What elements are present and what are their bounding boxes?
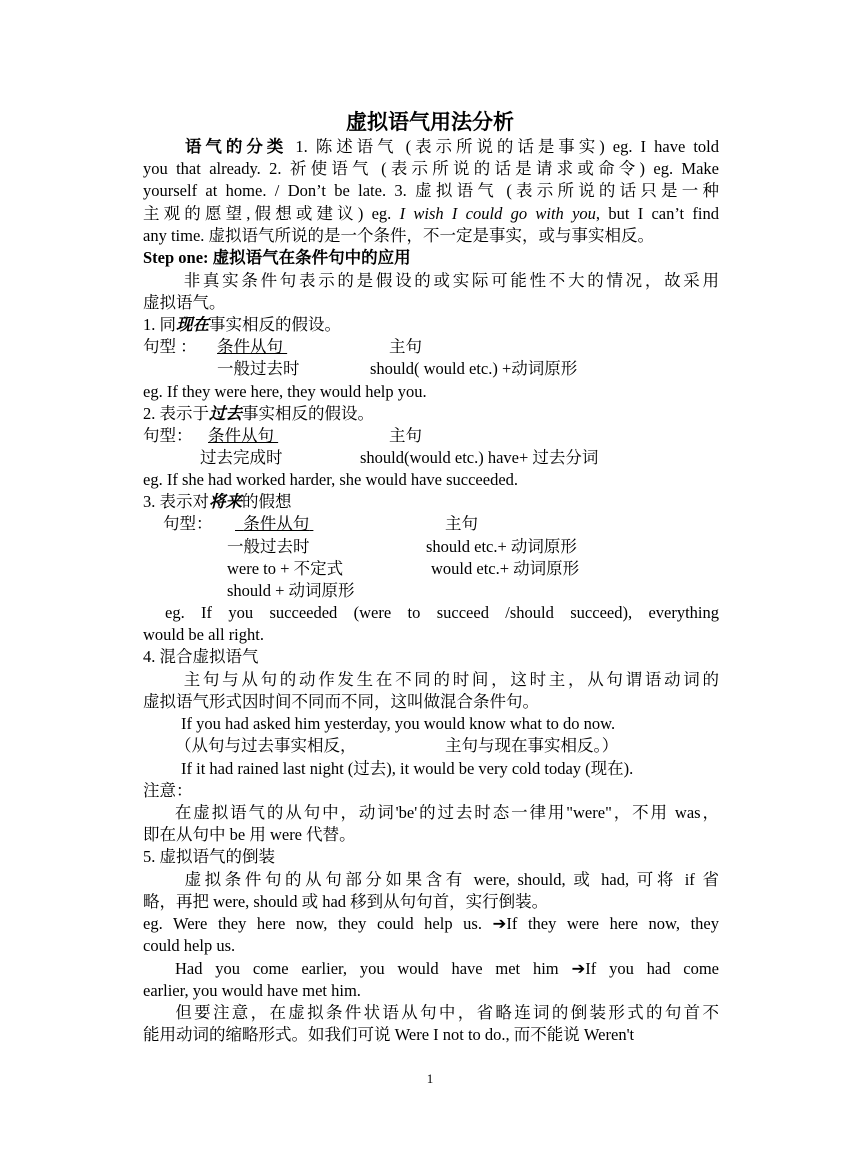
section-5-example-2: Had you come earlier, you would have met him ➔If you had come	[175, 959, 719, 978]
section-2-pattern-row: 句型： 条件从句 主句	[143, 425, 719, 447]
arrow-right-icon: ➔	[492, 914, 507, 933]
note-line-2: 即在从句中 be 用 were 代替。	[143, 825, 356, 844]
intro-line-3: yourself at home. / Don’t be late. 3. 虚拟语气 (表示所说的话只是一种	[143, 181, 719, 200]
section-4-example-1: If you had asked him yesterday, you would know what to do now.	[181, 714, 616, 733]
section-3-heading: 3. 表示对将来的假想	[143, 492, 292, 511]
section-5-heading: 5. 虚拟语气的倒装	[143, 847, 275, 866]
section-4-example-3: If it had rained last night (过去), it would be very cold today (现在).	[181, 759, 634, 778]
section-3-form-row-2: were to + 不定式 would etc.+ 动词原形	[227, 559, 580, 578]
arrow-right-icon: ➔	[571, 959, 586, 978]
section-4-para-2: 虚拟语气形式因时间不同而不同，这叫做混合条件句。	[143, 692, 539, 711]
section-5-example-1-cont: could help us.	[143, 936, 236, 955]
intro-example-italic: I wish I could go with you	[399, 204, 596, 223]
section-5-para-3: 但要注意，在虚拟条件状语从句中，省略连词的倒装形式的句首不	[173, 1003, 719, 1022]
section-3-example-2: would be all right.	[143, 625, 264, 644]
section-5-para-1: 虚拟条件句的从句部分如果含有 were, should, 或 had, 可将 if 省	[181, 870, 719, 889]
intro-line-5: any time. 虚拟语气所说的是一个条件，不一定是事实，或与事实相反。	[143, 226, 655, 245]
section-1-pattern-row: 句型 ： 条件从句 主句	[143, 336, 719, 358]
intro-heading: 语气的分类	[181, 137, 288, 156]
section-5-para-2: 略，再把 were, should 或 had 移到从句句首，实行倒装。	[143, 892, 549, 911]
intro-line-2: you that already. 2. 祈使语气 (表示所说的话是请求或命令) eg. Make	[143, 159, 719, 178]
note-label: 注意：	[143, 781, 193, 800]
step-one-para-1: 非真实条件句表示的是假设的或实际可能性不大的情况，故采用	[181, 271, 719, 290]
pattern-header-underlined: 条件从句 主句	[243, 514, 478, 533]
intro-line-1: 语气的分类 1. 陈述语气 (表示所说的话是事实) eg. I have told	[181, 137, 719, 156]
page-title: 虚拟语气用法分析	[346, 110, 514, 134]
section-4-para-1: 主句与从句的动作发生在不同的时间，这时主，从句谓语动词的	[181, 670, 719, 689]
section-3-form-row-1: 一般过去时 should etc.+ 动词原形	[227, 537, 577, 556]
section-2-example: eg. If she had worked harder, she would have succeeded.	[143, 470, 519, 489]
section-1-example: eg. If they were here, they would help you.	[143, 382, 427, 401]
section-2-heading: 2. 表示于过去事实相反的假设。	[143, 404, 374, 423]
section-3-example-1: eg. If you succeeded (were to succeed /should succeed), everything	[165, 603, 719, 622]
pattern-header-underlined: 条件从句 主句	[217, 337, 422, 356]
section-4-example-2: （从句与过去事实相反， 主句与现在事实相反。）	[175, 736, 619, 755]
section-5-example-1: eg. Were they here now, they could help us. ➔If they were here now, they	[143, 914, 719, 933]
section-5-example-2-cont: earlier, you would have met him.	[143, 981, 361, 1000]
section-2-form-row: 过去完成时 should(would etc.) have+ 过去分词	[200, 448, 599, 467]
section-4-heading: 4. 混合虚拟语气	[143, 647, 259, 666]
section-1-form-row: 一般过去时 should( would etc.) +动词原形	[217, 359, 578, 378]
page-number: 1	[426, 1071, 434, 1086]
section-1-heading: 1. 同现在事实相反的假设。	[143, 315, 341, 334]
step-one-heading: Step one: 虚拟语气在条件句中的应用	[143, 248, 411, 267]
section-3-form-row-3: should + 动词原形	[227, 581, 355, 600]
section-5-para-4: 能用动词的缩略形式。如我们可说 Were I not to do., 而不能说 Weren't	[143, 1025, 635, 1044]
step-one-para-2: 虚拟语气。	[143, 293, 226, 312]
section-3-pattern-row: 句型： 条件从句 主句	[143, 513, 719, 535]
note-line-1: 在虚拟语气的从句中，动词'be'的过去时态一律用"were"，不用 was，	[173, 803, 719, 822]
intro-line-4: 主观的愿望,假想或建议) eg. I wish I could go with you, but I can’t find	[143, 204, 719, 223]
pattern-header-underlined: 条件从句 主句	[208, 426, 422, 445]
